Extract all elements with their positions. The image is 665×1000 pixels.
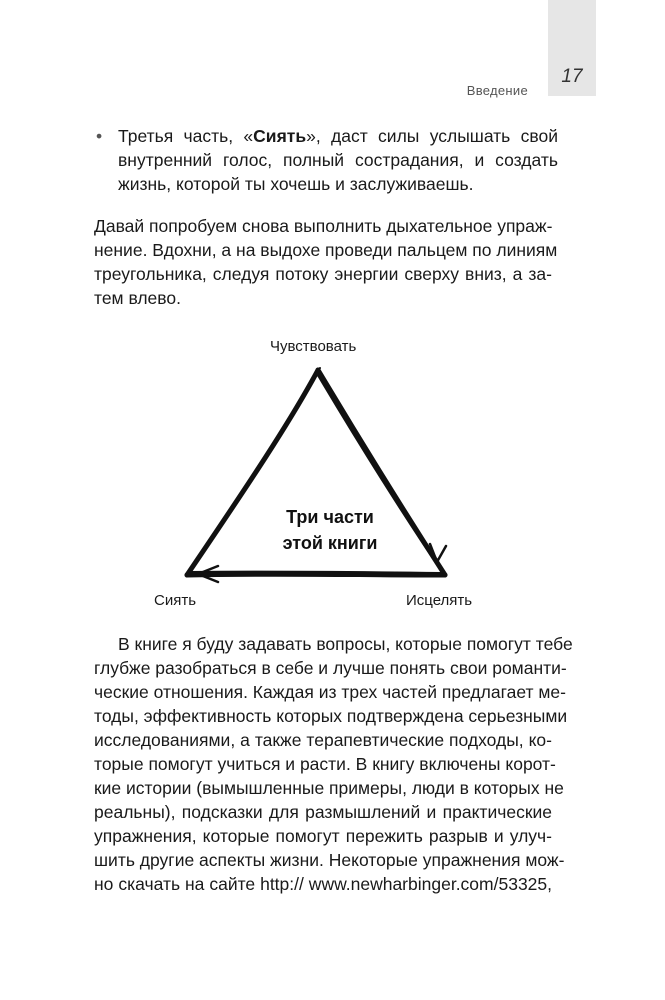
paragraph-line: шить другие аспекты жизни. Некоторые упражнения мож- — [94, 850, 565, 870]
paragraph-line: но скачать на сайте http:// www.newharbinger.com/53325, — [94, 874, 552, 894]
bullet-line: внутренний голос, полный сострадания, и создать — [118, 150, 558, 170]
bold-term: Сиять — [253, 126, 307, 146]
label-heal: Исцелять — [406, 592, 473, 609]
triangle-drawing — [140, 332, 520, 622]
diagram-title-line: Три части — [286, 507, 374, 527]
paragraph-line: торые помогут учиться и расти. В книгу включены корот- — [94, 754, 556, 774]
paragraph-line: тоды, эффективность которых подтверждена серьезными — [94, 706, 568, 726]
paragraph-line: нение. Вдохни, а на выдохе проведи пальцем по линиям — [94, 240, 558, 260]
bullet-line: Третья часть, «Сиять», даст силы услышать свой — [118, 126, 558, 146]
paragraph — [94, 632, 573, 896]
label-shine: Сиять — [154, 592, 197, 609]
label-feel: Чувствовать — [270, 338, 357, 355]
paragraph-line: глубже разобраться в себе и лучше понять свои романти- — [94, 658, 567, 678]
paragraph-line: реальны), подсказки для размышлений и практические — [94, 802, 552, 822]
paragraph-line: В книге я буду задавать вопросы, которые помогут тебе — [118, 634, 573, 654]
paragraph-line: тем влево. — [94, 288, 181, 308]
diagram-title-line: этой книги — [282, 533, 378, 553]
bullet-item — [96, 124, 558, 196]
triangle-diagram — [140, 332, 520, 622]
running-head: Введение — [466, 83, 528, 98]
paragraph-line: Давай попробуем снова выполнить дыхательное упраж- — [94, 216, 553, 236]
paragraph-line: треугольника, следуя потоку энергии сверху вниз, а за- — [94, 264, 552, 284]
bullet-icon: • — [96, 126, 103, 146]
paragraph-line: исследованиями, а также терапевтические подходы, ко- — [94, 730, 552, 750]
paragraph-line: упражнения, которые помогут пережить разрыв и улуч- — [94, 826, 552, 846]
page-number: 17 — [561, 66, 583, 87]
paragraph — [94, 214, 558, 310]
bullet-line: жизнь, которой ты хочешь и заслуживаешь. — [118, 174, 474, 194]
paragraph-line: кие истории (вымышленные примеры, люди в которых не — [94, 778, 564, 798]
paragraph-line: ческие отношения. Каждая из трех частей предлагает ме- — [94, 682, 566, 702]
